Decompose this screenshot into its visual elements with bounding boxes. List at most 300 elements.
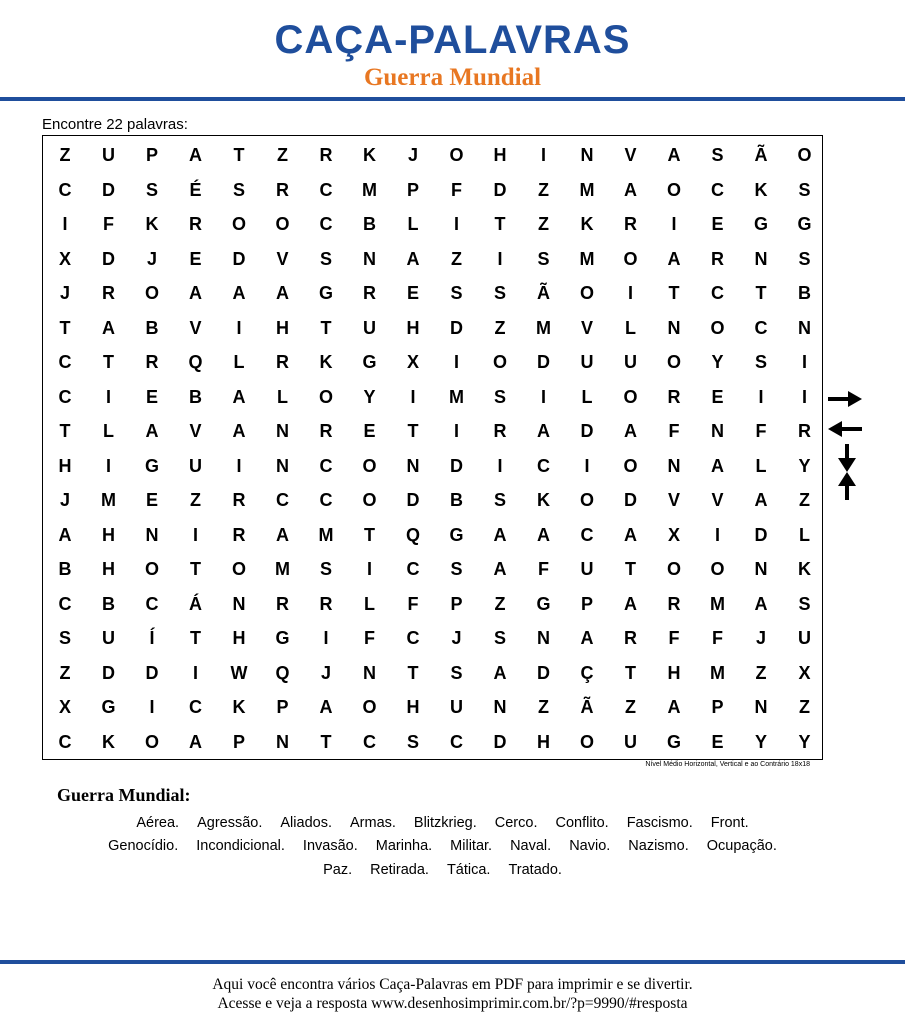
grid-cell[interactable]: W [230, 662, 248, 683]
grid-cell[interactable]: E [145, 490, 158, 510]
grid-cell[interactable]: P [276, 697, 289, 717]
grid-cell[interactable]: G [101, 697, 116, 717]
grid-cell[interactable]: O [318, 386, 333, 407]
grid-cell[interactable]: S [145, 179, 158, 200]
grid-cell[interactable]: A [493, 524, 507, 545]
grid-cell[interactable]: A [58, 524, 72, 545]
grid-cell[interactable]: H [232, 628, 246, 648]
grid-cell[interactable]: A [276, 283, 289, 303]
grid-cell[interactable]: O [623, 248, 638, 269]
grid-cell[interactable]: N [537, 628, 550, 648]
grid-cell[interactable]: U [363, 317, 376, 338]
grid-cell[interactable]: L [233, 352, 245, 372]
grid-cell[interactable]: D [102, 248, 115, 269]
grid-cell[interactable]: E [711, 731, 724, 752]
grid-cell[interactable]: Z [538, 179, 549, 200]
grid-cell[interactable]: A [754, 490, 768, 510]
grid-cell[interactable]: C [189, 697, 202, 717]
grid-cell[interactable]: E [189, 248, 202, 269]
grid-cell[interactable]: A [624, 524, 637, 545]
grid-cell[interactable]: C [319, 179, 333, 200]
grid-cell[interactable]: I [497, 455, 503, 476]
grid-cell[interactable]: M [536, 317, 551, 338]
grid-cell[interactable]: S [319, 248, 332, 269]
grid-cell[interactable]: Q [405, 524, 420, 545]
grid-cell[interactable]: S [711, 145, 724, 165]
grid-cell[interactable]: P [145, 145, 158, 165]
grid-cell[interactable]: O [231, 559, 246, 579]
grid-cell[interactable]: R [276, 593, 289, 614]
grid-cell[interactable]: A [145, 421, 159, 441]
grid-cell[interactable]: G [144, 455, 159, 476]
grid-cell[interactable]: O [710, 559, 725, 579]
grid-cell[interactable]: C [406, 628, 420, 648]
grid-cell[interactable]: O [710, 317, 725, 338]
grid-cell[interactable]: S [493, 283, 506, 303]
grid-cell[interactable]: D [537, 662, 550, 683]
grid-cell[interactable]: K [363, 145, 376, 165]
grid-cell[interactable]: F [668, 421, 680, 441]
grid-cell[interactable]: V [711, 490, 724, 510]
grid-cell[interactable]: G [797, 214, 812, 234]
grid-cell[interactable]: V [580, 317, 593, 338]
grid-cell[interactable]: U [624, 731, 637, 752]
grid-cell[interactable]: I [584, 455, 590, 476]
grid-cell[interactable]: R [667, 386, 681, 407]
grid-cell[interactable]: Z [799, 490, 810, 510]
grid-cell[interactable]: R [798, 421, 811, 441]
grid-cell[interactable]: N [276, 421, 289, 441]
grid-cell[interactable]: A [189, 731, 202, 752]
grid-cell[interactable]: L [755, 455, 767, 476]
grid-cell[interactable]: C [406, 559, 420, 579]
grid-cell[interactable]: O [231, 214, 246, 234]
grid-cell[interactable]: J [146, 248, 157, 269]
grid-cell[interactable]: O [666, 352, 681, 372]
grid-cell[interactable]: I [801, 386, 807, 407]
grid-cell[interactable]: I [671, 214, 677, 234]
grid-cell[interactable]: M [579, 179, 595, 200]
grid-cell[interactable]: B [189, 386, 202, 407]
grid-cell[interactable]: K [319, 352, 333, 372]
grid-cell[interactable]: P [406, 179, 419, 200]
grid-cell[interactable]: A [406, 248, 420, 269]
grid-cell[interactable]: P [450, 593, 463, 614]
grid-cell[interactable]: E [145, 386, 158, 407]
grid-cell[interactable]: B [363, 214, 376, 234]
grid-cell[interactable]: C [537, 455, 550, 476]
grid-cell[interactable]: T [494, 214, 506, 234]
grid-cell[interactable]: A [102, 317, 115, 338]
grid-cell[interactable]: Á [189, 593, 202, 614]
grid-cell[interactable]: I [236, 317, 242, 338]
grid-cell[interactable]: K [145, 214, 159, 234]
grid-cell[interactable]: F [407, 593, 419, 614]
grid-cell[interactable]: I [366, 559, 372, 579]
grid-cell[interactable]: Y [798, 731, 811, 752]
grid-cell[interactable]: I [62, 214, 68, 234]
grid-cell[interactable]: H [102, 559, 115, 579]
grid-cell[interactable]: J [59, 490, 70, 510]
grid-cell[interactable]: X [58, 248, 71, 269]
grid-cell[interactable]: I [497, 248, 503, 269]
grid-cell[interactable]: T [668, 283, 680, 303]
grid-cell[interactable]: A [667, 248, 681, 269]
grid-cell[interactable]: F [712, 628, 723, 648]
grid-cell[interactable]: S [450, 662, 463, 683]
grid-cell[interactable]: T [320, 317, 332, 338]
grid-cell[interactable]: H [406, 697, 420, 717]
grid-cell[interactable]: C [754, 317, 768, 338]
grid-cell[interactable]: V [667, 490, 680, 510]
grid-cell[interactable]: R [319, 145, 333, 165]
grid-cell[interactable]: U [189, 455, 202, 476]
grid-cell[interactable]: K [537, 490, 550, 510]
grid-cell[interactable]: N [493, 697, 507, 717]
grid-cell[interactable]: B [145, 317, 159, 338]
grid-cell[interactable]: J [320, 662, 331, 683]
grid-cell[interactable]: T [407, 421, 419, 441]
grid-cell[interactable]: P [580, 593, 593, 614]
grid-cell[interactable]: N [667, 455, 681, 476]
grid-cell[interactable]: X [667, 524, 680, 545]
grid-cell[interactable]: Z [190, 490, 201, 510]
grid-cell[interactable]: N [276, 455, 289, 476]
grid-cell[interactable]: S [798, 179, 811, 200]
grid-cell[interactable]: B [798, 283, 811, 303]
grid-cell[interactable]: R [145, 352, 159, 372]
grid-cell[interactable]: R [319, 421, 333, 441]
grid-cell[interactable]: U [798, 628, 811, 648]
grid-cell[interactable]: O [623, 386, 638, 407]
grid-cell[interactable]: B [102, 593, 115, 614]
grid-cell[interactable]: I [105, 386, 111, 407]
grid-cell[interactable]: A [624, 421, 637, 441]
grid-cell[interactable]: S [406, 731, 419, 752]
grid-cell[interactable]: D [537, 352, 550, 372]
grid-cell[interactable]: L [581, 386, 593, 407]
grid-cell[interactable]: A [232, 421, 246, 441]
grid-cell[interactable]: G [536, 593, 551, 614]
grid-cell[interactable]: A [189, 283, 202, 303]
grid-cell[interactable]: D [493, 179, 507, 200]
grid-cell[interactable]: N [667, 317, 681, 338]
grid-cell[interactable]: F [755, 421, 767, 441]
grid-cell[interactable]: Q [275, 662, 290, 683]
grid-cell[interactable]: T [190, 559, 201, 579]
grid-cell[interactable]: S [493, 490, 506, 510]
grid-cell[interactable]: R [624, 214, 637, 234]
grid-cell[interactable]: H [667, 662, 681, 683]
grid-cell[interactable]: O [144, 559, 159, 579]
grid-cell[interactable]: G [362, 352, 377, 372]
grid-cell[interactable]: Z [277, 145, 288, 165]
grid-cell[interactable]: N [798, 317, 811, 338]
grid-cell[interactable]: P [232, 731, 245, 752]
grid-cell[interactable]: C [711, 179, 724, 200]
grid-cell[interactable]: A [711, 455, 724, 476]
grid-cell[interactable]: I [105, 455, 111, 476]
grid-cell[interactable]: V [276, 248, 289, 269]
grid-cell[interactable]: Ã [580, 697, 594, 717]
grid-cell[interactable]: C [58, 731, 72, 752]
grid-cell[interactable]: S [319, 559, 332, 579]
grid-cell[interactable]: H [406, 317, 420, 338]
grid-cell[interactable]: É [189, 179, 202, 200]
grid-cell[interactable]: F [538, 559, 549, 579]
grid-cell[interactable]: C [145, 593, 159, 614]
grid-cell[interactable]: M [318, 524, 334, 545]
grid-cell[interactable]: C [319, 490, 333, 510]
grid-cell[interactable]: D [580, 421, 594, 441]
grid-cell[interactable]: A [537, 421, 550, 441]
grid-cell[interactable]: O [666, 559, 681, 579]
grid-cell[interactable]: M [101, 490, 116, 510]
grid-cell[interactable]: S [493, 386, 506, 407]
grid-cell[interactable]: D [450, 317, 463, 338]
grid-cell[interactable]: S [232, 179, 245, 200]
grid-cell[interactable]: H [493, 145, 507, 165]
grid-cell[interactable]: I [236, 455, 242, 476]
grid-cell[interactable]: O [362, 455, 377, 476]
grid-cell[interactable]: H [276, 317, 289, 338]
grid-cell[interactable]: U [580, 352, 594, 372]
grid-cell[interactable]: T [625, 559, 636, 579]
grid-cell[interactable]: H [537, 731, 550, 752]
grid-cell[interactable]: G [449, 524, 464, 545]
grid-cell[interactable]: M [710, 593, 725, 614]
grid-cell[interactable]: H [58, 455, 72, 476]
grid-cell[interactable]: Z [625, 697, 636, 717]
grid-cell[interactable]: Z [494, 317, 506, 338]
grid-cell[interactable]: S [798, 593, 811, 614]
grid-cell[interactable]: D [232, 248, 246, 269]
grid-cell[interactable]: R [493, 421, 507, 441]
grid-cell[interactable]: F [668, 628, 680, 648]
grid-cell[interactable]: A [232, 386, 246, 407]
grid-cell[interactable]: I [453, 352, 459, 372]
grid-cell[interactable]: E [711, 386, 724, 407]
grid-cell[interactable]: R [667, 593, 681, 614]
grid-cell[interactable]: T [407, 662, 419, 683]
grid-cell[interactable]: C [580, 524, 594, 545]
grid-cell[interactable]: O [623, 455, 638, 476]
grid-cell[interactable]: Z [451, 248, 462, 269]
grid-cell[interactable]: Z [538, 214, 549, 234]
grid-cell[interactable]: R [276, 352, 289, 372]
grid-cell[interactable]: Z [494, 593, 506, 614]
grid-cell[interactable]: O [362, 490, 377, 510]
grid-cell[interactable]: I [149, 697, 155, 717]
grid-cell[interactable]: F [451, 179, 462, 200]
grid-cell[interactable]: I [453, 214, 459, 234]
grid-cell[interactable]: C [58, 386, 72, 407]
grid-cell[interactable]: Í [149, 628, 155, 648]
grid-cell[interactable]: A [624, 593, 637, 614]
grid-cell[interactable]: T [190, 628, 201, 648]
grid-cell[interactable]: O [579, 731, 594, 752]
grid-cell[interactable]: D [450, 455, 463, 476]
grid-cell[interactable]: I [714, 524, 720, 545]
grid-cell[interactable]: M [275, 559, 290, 579]
grid-cell[interactable]: T [59, 421, 71, 441]
grid-cell[interactable]: R [189, 214, 202, 234]
grid-cell[interactable]: Y [754, 731, 767, 752]
grid-cell[interactable]: A [754, 593, 768, 614]
grid-cell[interactable]: E [406, 283, 419, 303]
grid-cell[interactable]: S [493, 628, 506, 648]
grid-cell[interactable]: K [798, 559, 811, 579]
grid-cell[interactable]: A [624, 179, 637, 200]
grid-cell[interactable]: C [276, 490, 289, 510]
grid-cell[interactable]: K [754, 179, 768, 200]
grid-cell[interactable]: J [59, 283, 70, 303]
grid-cell[interactable]: O [579, 283, 594, 303]
grid-cell[interactable]: K [102, 731, 115, 752]
grid-cell[interactable]: T [320, 731, 332, 752]
grid-cell[interactable]: R [102, 283, 115, 303]
grid-cell[interactable]: Z [538, 697, 549, 717]
grid-cell[interactable]: S [798, 248, 811, 269]
grid-cell[interactable]: F [103, 214, 114, 234]
grid-cell[interactable]: D [102, 662, 115, 683]
grid-cell[interactable]: Y [711, 352, 724, 372]
grid-cell[interactable]: D [624, 490, 637, 510]
grid-cell[interactable]: A [537, 524, 550, 545]
grid-cell[interactable]: A [276, 524, 289, 545]
grid-cell[interactable]: Ç [580, 662, 594, 683]
grid-cell[interactable]: C [58, 593, 72, 614]
grid-cell[interactable]: L [799, 524, 810, 545]
grid-cell[interactable]: F [364, 628, 375, 648]
grid-cell[interactable]: A [493, 662, 507, 683]
grid-cell[interactable]: A [667, 697, 681, 717]
grid-cell[interactable]: T [59, 317, 71, 338]
grid-cell[interactable]: N [363, 662, 376, 683]
grid-cell[interactable]: P [711, 697, 724, 717]
grid-cell[interactable]: O [492, 352, 507, 372]
grid-cell[interactable]: G [666, 731, 681, 752]
grid-cell[interactable]: R [319, 593, 333, 614]
grid-cell[interactable]: V [189, 421, 202, 441]
grid-cell[interactable]: A [319, 697, 333, 717]
grid-cell[interactable]: N [145, 524, 159, 545]
grid-cell[interactable]: R [624, 628, 637, 648]
grid-cell[interactable]: C [319, 455, 333, 476]
grid-cell[interactable]: M [449, 386, 464, 407]
grid-cell[interactable]: Y [363, 386, 376, 407]
grid-cell[interactable]: D [102, 179, 115, 200]
grid-cell[interactable]: L [103, 421, 114, 441]
grid-cell[interactable]: D [754, 524, 768, 545]
grid-cell[interactable]: U [624, 352, 637, 372]
grid-cell[interactable]: N [711, 421, 724, 441]
grid-cell[interactable]: I [192, 524, 198, 545]
grid-cell[interactable]: G [318, 283, 333, 303]
grid-cell[interactable]: O [449, 145, 464, 165]
grid-cell[interactable]: N [232, 593, 246, 614]
grid-cell[interactable]: D [145, 662, 159, 683]
grid-cell[interactable]: N [754, 697, 768, 717]
grid-cell[interactable]: K [580, 214, 594, 234]
grid-cell[interactable]: I [801, 352, 807, 372]
grid-cell[interactable]: C [711, 283, 724, 303]
grid-cell[interactable]: O [144, 731, 159, 752]
grid-cell[interactable]: L [364, 593, 375, 614]
grid-cell[interactable]: S [58, 628, 71, 648]
grid-cell[interactable]: R [363, 283, 376, 303]
grid-cell[interactable]: O [144, 283, 159, 303]
grid-cell[interactable]: A [493, 559, 507, 579]
grid-cell[interactable]: O [797, 145, 812, 165]
grid-cell[interactable]: U [102, 628, 115, 648]
grid-cell[interactable]: N [754, 559, 768, 579]
grid-cell[interactable]: T [233, 145, 245, 165]
grid-cell[interactable]: E [363, 421, 376, 441]
grid-cell[interactable]: T [364, 524, 375, 545]
grid-cell[interactable]: Z [59, 145, 71, 165]
grid-cell[interactable]: A [667, 145, 681, 165]
grid-cell[interactable]: J [755, 628, 766, 648]
grid-cell[interactable]: N [406, 455, 420, 476]
grid-cell[interactable]: A [189, 145, 202, 165]
grid-cell[interactable]: R [232, 524, 246, 545]
grid-cell[interactable]: S [537, 248, 550, 269]
grid-cell[interactable]: O [666, 179, 681, 200]
grid-cell[interactable]: T [625, 662, 636, 683]
grid-cell[interactable]: R [232, 490, 246, 510]
grid-cell[interactable]: C [58, 352, 72, 372]
grid-cell[interactable]: S [450, 283, 463, 303]
grid-cell[interactable]: K [232, 697, 246, 717]
grid-cell[interactable]: T [103, 352, 114, 372]
grid-cell[interactable]: V [189, 317, 202, 338]
grid-cell[interactable]: Ã [537, 283, 550, 303]
grid-cell[interactable]: Y [798, 455, 811, 476]
grid-cell[interactable]: X [58, 697, 71, 717]
grid-cell[interactable]: I [540, 386, 546, 407]
grid-cell[interactable]: I [192, 662, 198, 683]
grid-cell[interactable]: L [277, 386, 288, 407]
grid-cell[interactable]: N [276, 731, 289, 752]
grid-cell[interactable]: V [624, 145, 637, 165]
grid-cell[interactable]: M [710, 662, 725, 683]
grid-cell[interactable]: A [232, 283, 246, 303]
grid-cell[interactable]: U [450, 697, 463, 717]
grid-cell[interactable]: C [450, 731, 463, 752]
grid-cell[interactable]: N [580, 145, 594, 165]
grid-cell[interactable]: J [451, 628, 462, 648]
grid-cell[interactable]: J [407, 145, 418, 165]
grid-cell[interactable]: Z [755, 662, 767, 683]
grid-cell[interactable]: G [753, 214, 768, 234]
grid-cell[interactable]: O [362, 697, 377, 717]
grid-cell[interactable]: I [453, 421, 459, 441]
grid-cell[interactable]: I [540, 145, 546, 165]
grid-cell[interactable]: G [275, 628, 290, 648]
grid-cell[interactable]: U [580, 559, 594, 579]
grid-cell[interactable]: S [754, 352, 767, 372]
grid-cell[interactable]: M [579, 248, 595, 269]
grid-cell[interactable]: I [758, 386, 764, 407]
grid-cell[interactable]: R [711, 248, 724, 269]
grid-cell[interactable]: O [275, 214, 290, 234]
grid-cell[interactable]: O [579, 490, 594, 510]
grid-cell[interactable]: X [798, 662, 811, 683]
grid-cell[interactable]: I [627, 283, 633, 303]
grid-cell[interactable]: C [319, 214, 333, 234]
grid-cell[interactable]: B [58, 559, 72, 579]
